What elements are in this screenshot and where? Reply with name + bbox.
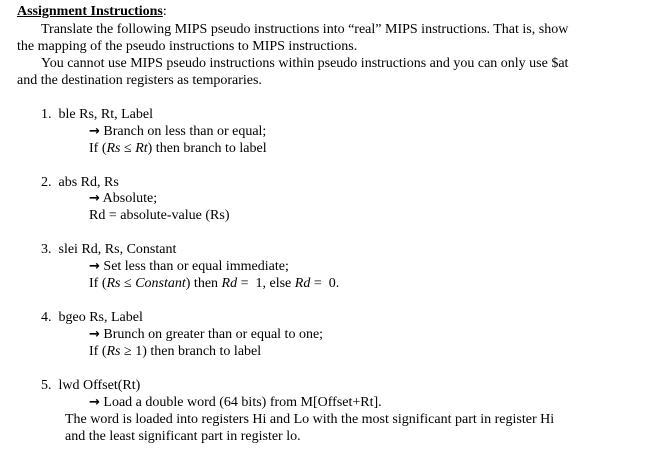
right-arrow-icon: → <box>89 395 100 410</box>
detail-rd-1: Rd <box>221 276 238 291</box>
description-text: Set less than or equal immediate; <box>103 259 289 274</box>
detail-eq-2: = 0. <box>310 276 340 291</box>
detail-op: ≥ <box>120 344 136 359</box>
item-instruction: ble Rs, Rt, Label <box>58 107 153 122</box>
heading <box>17 3 167 20</box>
list-item-5-note-line-2: and the least significant part in register lo. <box>65 429 301 444</box>
detail-suffix: ) then branch to label <box>147 141 267 156</box>
detail-op: ≤ <box>120 276 136 291</box>
list-item-1-description <box>89 123 266 140</box>
detail-mid: ) then <box>185 276 222 291</box>
description-text: Brunch on greater than or equal to one; <box>103 327 324 342</box>
list-item-3-detail <box>89 275 339 292</box>
description-text: Branch on less than or equal; <box>103 124 267 139</box>
item-number: 1. <box>41 107 52 122</box>
detail-lhs: Rs <box>106 141 121 156</box>
description-text: Absolute; <box>102 191 158 206</box>
title-colon: : <box>162 4 167 19</box>
detail-prefix: If ( <box>89 344 107 359</box>
detail-op: ≤ <box>120 141 136 156</box>
detail-lhs: Rs <box>106 276 121 291</box>
right-arrow-icon: → <box>89 124 100 139</box>
list-item-3-heading <box>41 241 176 258</box>
detail-suffix: 1) then branch to label <box>135 344 262 359</box>
list-item-2-heading <box>41 174 119 191</box>
intro-line-4: and the destination registers as temporaries. <box>17 73 262 88</box>
item-number: 4. <box>41 310 52 325</box>
detail-eq-1: = 1, else <box>237 276 295 291</box>
intro-line-3: You cannot use MIPS pseudo instructions within pseudo instructions and you can only use $at <box>41 56 569 71</box>
list-item-5-heading <box>41 377 140 394</box>
detail-prefix: If ( <box>89 141 107 156</box>
list-item-1-heading <box>41 106 153 123</box>
list-item-3-description <box>89 258 289 275</box>
right-arrow-icon: → <box>89 327 100 342</box>
list-item-4-heading <box>41 309 143 326</box>
detail-lhs: Rs <box>106 344 121 359</box>
list-item-1-detail <box>89 140 267 157</box>
item-instruction: abs Rd, Rs <box>58 175 119 190</box>
item-instruction: bgeo Rs, Label <box>58 310 143 325</box>
detail-rd-2: Rd <box>294 276 311 291</box>
list-item-4-detail <box>89 343 261 360</box>
detail-rhs: Rt <box>135 141 148 156</box>
list-item-2-detail: Rd = absolute-value (Rs) <box>89 208 230 223</box>
intro-line-2: the mapping of the pseudo instructions to MIPS instructions. <box>17 39 358 54</box>
item-number: 2. <box>41 175 52 190</box>
item-number: 5. <box>41 378 52 393</box>
page-title: Assignment Instructions <box>17 4 163 19</box>
list-item-5-description <box>89 394 382 411</box>
item-number: 3. <box>41 242 52 257</box>
intro-line-1: Translate the following MIPS pseudo instructions into “real” MIPS instructions. That is, show <box>41 22 569 37</box>
item-instruction: slei Rd, Rs, Constant <box>58 242 177 257</box>
list-item-4-description <box>89 326 323 343</box>
list-item-2-description <box>89 190 157 207</box>
detail-prefix: If ( <box>89 276 107 291</box>
description-text: Load a double word (64 bits) from M[Offset+Rt]. <box>103 395 382 410</box>
right-arrow-icon: → <box>89 191 100 206</box>
right-arrow-icon: → <box>89 259 100 274</box>
list-item-5-note-line-1: The word is loaded into registers Hi and Lo with the most significant part in register Hi <box>65 412 555 427</box>
item-instruction: lwd Offset(Rt) <box>58 378 141 393</box>
detail-rhs: Constant <box>135 276 186 291</box>
